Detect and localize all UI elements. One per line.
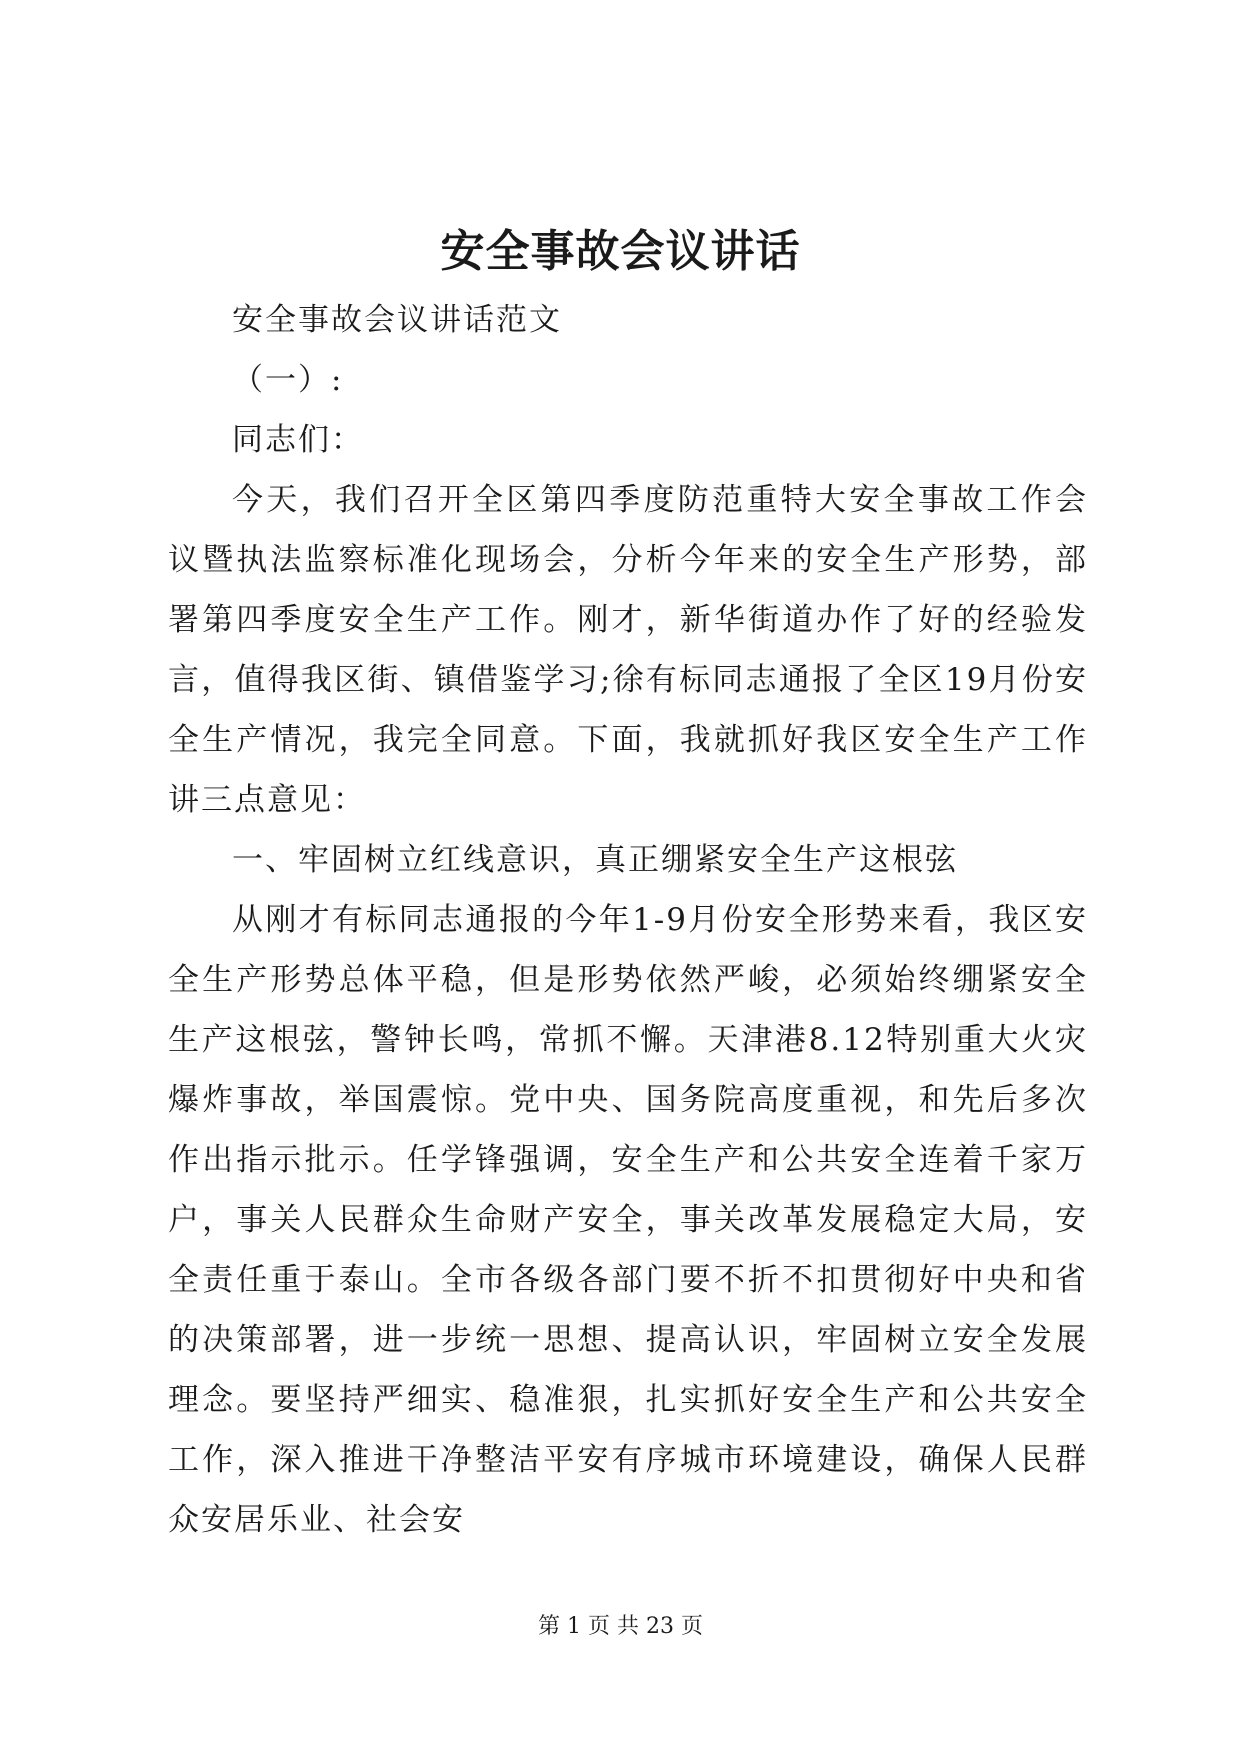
paragraph-salutation: 同志们：	[232, 422, 364, 458]
paragraph-section-marker: （一）:	[232, 362, 344, 398]
paragraph-heading-one: 一、牢固树立红线意识，真正绷紧安全生产这根弦	[232, 842, 958, 878]
paragraph-body: 从刚才有标同志通报的今年1-9月份安全形势来看，我区安全生产形势总体平稳，但是形势依然严峻，必须始终绷紧安全生产这根弦，警钟长鸣，常抓不懈。天津港8.12特别重大火灾爆炸事故，举国震惊。党中央、国务院高度重视，和先后多次作出指示批示。任学锋强调，安全生产和公共安全连着千家万户，事关人民群众生命财产安全，事关改革发展稳定大局，安全责任重于泰山。全市各级各部门要不折不扣贯彻好中央和省的决策部署，进一步统一思想、提高认识，牢固树立安全发展理念。要坚持严细实、稳准狠，扎实抓好安全生产和公共安全工作，深入推进干净整洁平安有序城市环境建设，确保人民群众安居乐业、社会安	[168, 902, 1088, 1538]
page-footer: 第 1 页 共 23 页	[538, 1614, 703, 1639]
paragraph-opening: 今天，我们召开全区第四季度防范重特大安全事故工作会议暨执法监察标准化现场会，分析今年来的安全生产形势，部署第四季度安全生产工作。刚才，新华街道办作了好的经验发言，值得我区街、镇借鉴学习;徐有标同志通报了全区19月份安全生产情况，我完全同意。下面，我就抓好我区安全生产工作讲三点意见：	[168, 482, 1088, 818]
document-body	[168, 290, 1088, 1550]
paragraph-subtitle: 安全事故会议讲话范文	[232, 302, 562, 338]
document-title: 安全事故会议讲话	[440, 226, 801, 277]
